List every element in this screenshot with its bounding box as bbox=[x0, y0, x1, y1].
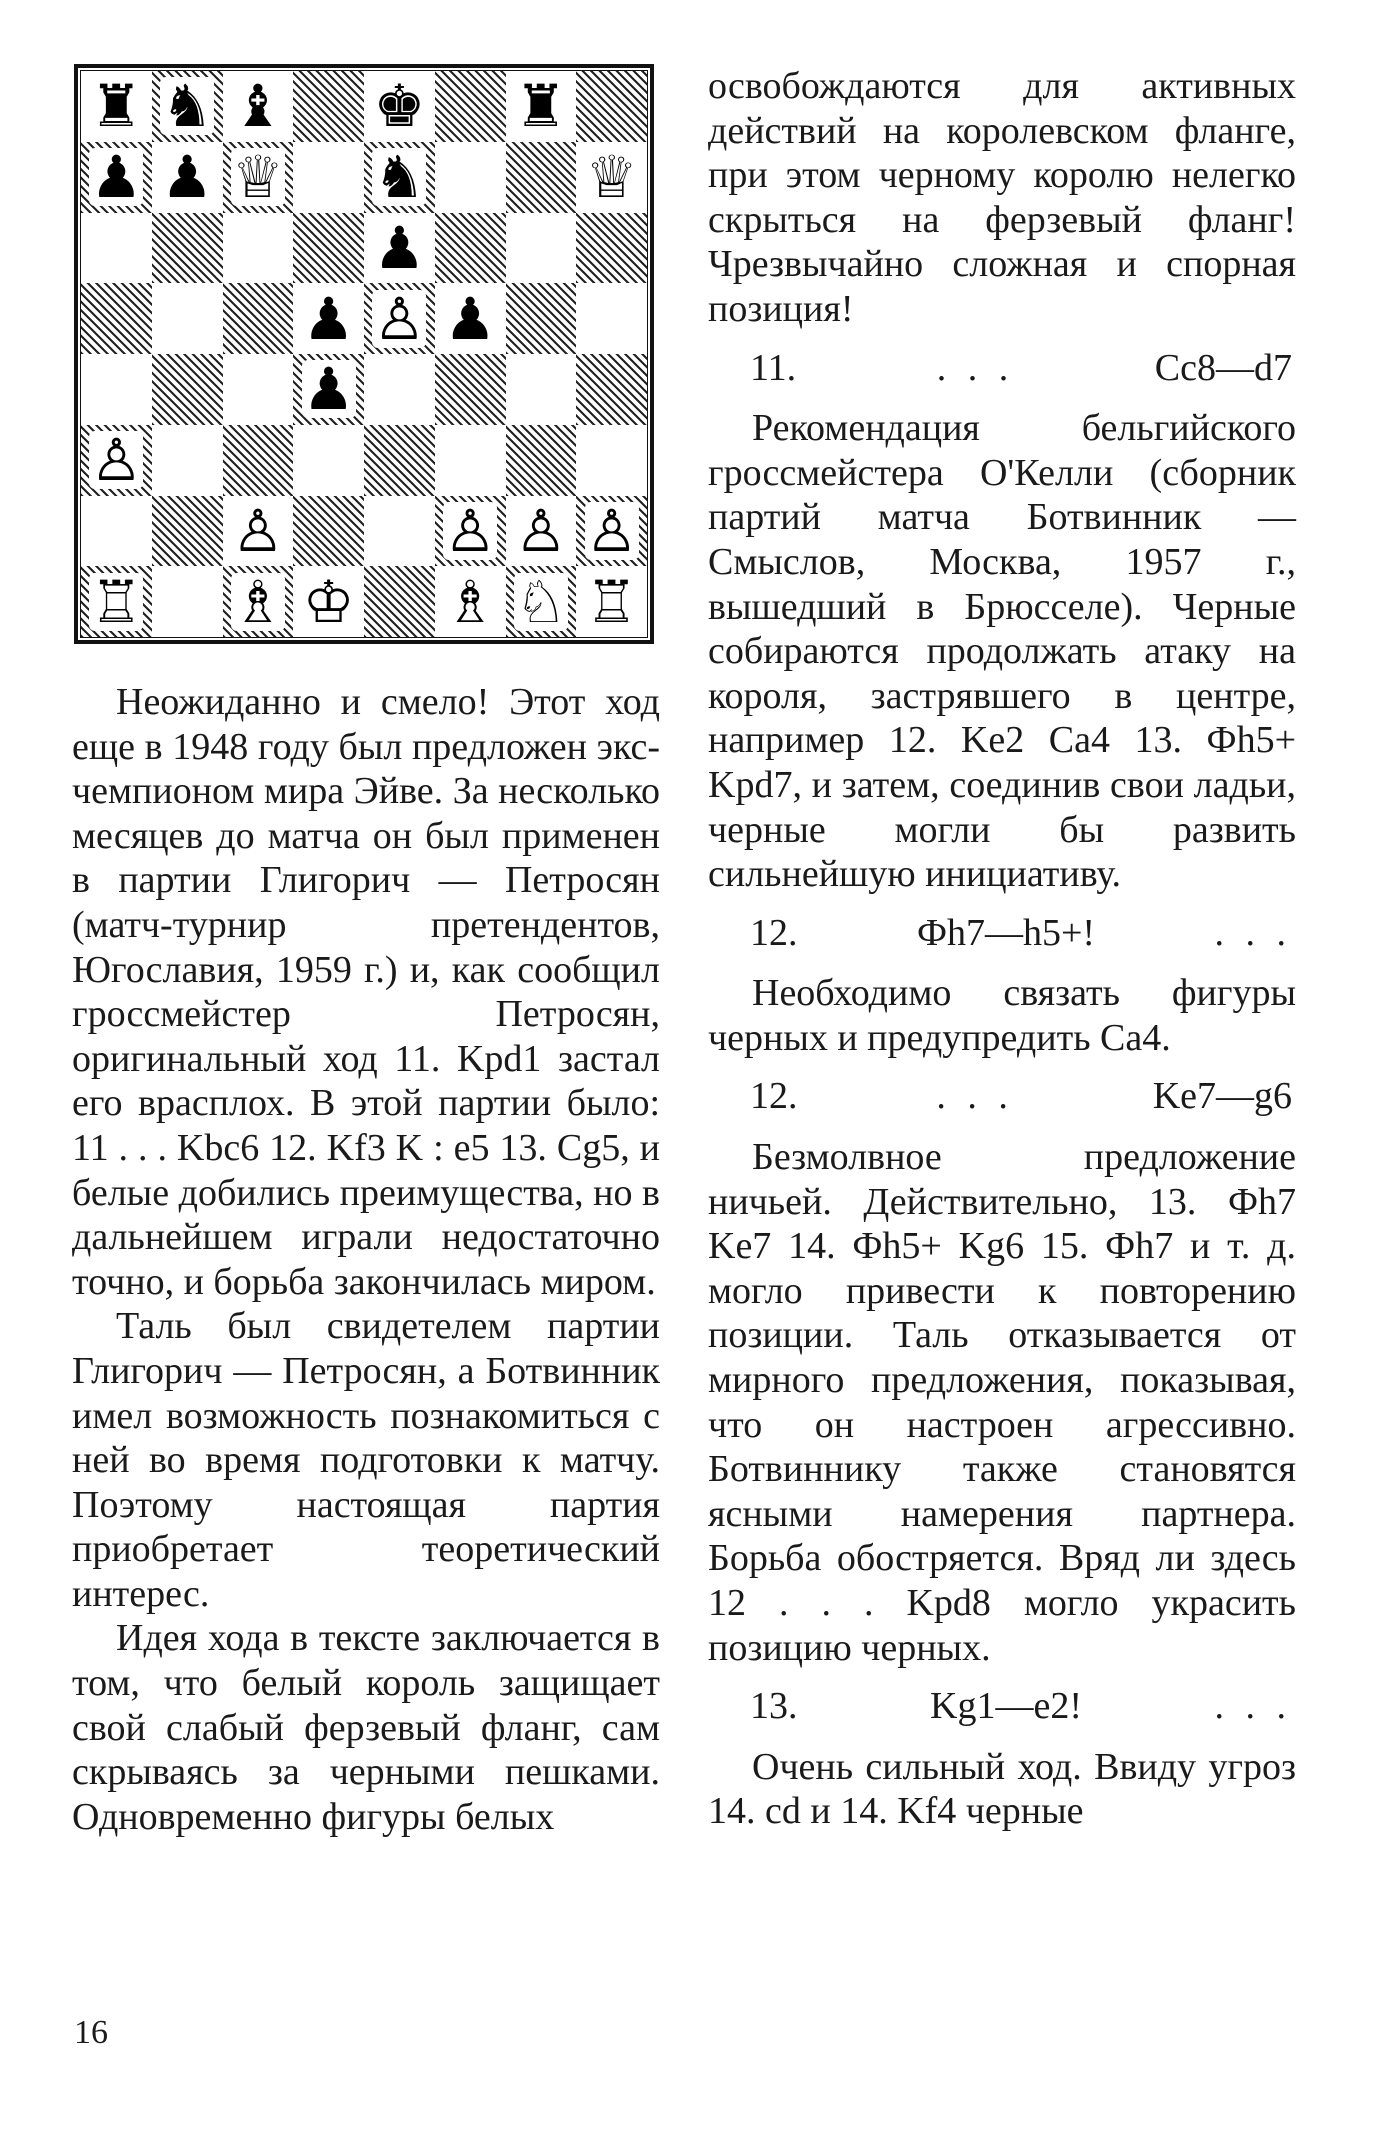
move-line bbox=[708, 1074, 1296, 1119]
board-square bbox=[506, 496, 577, 567]
white-move: Фh7—h5+! bbox=[916, 911, 1096, 954]
board-square bbox=[364, 213, 435, 284]
board-square bbox=[223, 496, 294, 567]
white-queen-icon: ♕ bbox=[585, 143, 638, 212]
white-bishop-icon: ♗ bbox=[231, 567, 284, 636]
board-square bbox=[576, 283, 647, 354]
board-square bbox=[364, 566, 435, 637]
board-square bbox=[81, 213, 152, 284]
black-knight-icon: ♞ bbox=[161, 72, 214, 141]
board-square bbox=[223, 425, 294, 496]
board-square bbox=[435, 213, 506, 284]
board-square bbox=[506, 283, 577, 354]
white-move: Kg1—e2! bbox=[930, 1685, 1082, 1728]
paragraph: Безмолвное предложение ничьей. Действительно, 13. Фh7 Ke7 14. Фh5+ Kg6 15. Фh7 и т. д. могло привести к повторению позиции. Таль отказывается от мирного предложения, показывая, что он настроен агрессивно. Ботвиннику также становятся ясными намерения партнера. Борьба обостряется. Вряд ли здесь 12 . . . Kpd8 могло украсить позицию черных. bbox=[708, 1136, 1296, 1669]
board-square bbox=[223, 283, 294, 354]
board-square bbox=[152, 566, 223, 637]
board-square bbox=[293, 425, 364, 496]
board-square bbox=[364, 496, 435, 567]
board-square bbox=[81, 71, 152, 142]
board-square bbox=[152, 142, 223, 213]
black-move: . . . bbox=[1214, 1685, 1292, 1728]
move-number: 11. bbox=[750, 346, 797, 389]
paragraph: Идея хода в тексте заключается в том, что белый король защищает свой слабый ферзевый фланг, сам скрываясь за черными пешками. Одновременно фигуры белых bbox=[72, 1617, 660, 1838]
board-square bbox=[435, 566, 506, 637]
board-square bbox=[435, 354, 506, 425]
board-square bbox=[81, 566, 152, 637]
board-square bbox=[152, 71, 223, 142]
black-move: Ke7—g6 bbox=[1152, 1075, 1292, 1118]
board-square bbox=[576, 425, 647, 496]
page-number: 16 bbox=[74, 2014, 108, 2051]
board-square bbox=[576, 213, 647, 284]
white-knight-icon: ♘ bbox=[514, 567, 567, 636]
board-square bbox=[223, 213, 294, 284]
board-square bbox=[81, 425, 152, 496]
black-move: . . . bbox=[1214, 911, 1292, 954]
white-pawn-icon: ♙ bbox=[90, 426, 143, 495]
board-square bbox=[506, 213, 577, 284]
black-pawn-icon: ♟ bbox=[302, 355, 355, 424]
move-number: 12. bbox=[750, 1075, 798, 1118]
board-square bbox=[506, 71, 577, 142]
black-king-icon: ♚ bbox=[373, 72, 426, 141]
board-square bbox=[364, 142, 435, 213]
white-queen-icon: ♕ bbox=[231, 143, 284, 212]
board-square bbox=[293, 142, 364, 213]
board-square bbox=[435, 496, 506, 567]
white-pawn-icon: ♙ bbox=[585, 496, 638, 565]
black-move: Cc8—d7 bbox=[1154, 346, 1292, 389]
black-pawn-icon: ♟ bbox=[373, 213, 426, 282]
black-pawn-icon: ♟ bbox=[161, 143, 214, 212]
board-square bbox=[506, 142, 577, 213]
board-square bbox=[293, 566, 364, 637]
board-square bbox=[293, 496, 364, 567]
move-line bbox=[708, 1684, 1296, 1729]
black-rook-icon: ♜ bbox=[90, 72, 143, 141]
board-square bbox=[293, 71, 364, 142]
white-rook-icon: ♖ bbox=[90, 567, 143, 636]
move-line bbox=[708, 911, 1296, 956]
board-square bbox=[576, 71, 647, 142]
paragraph: Неожиданно и смело! Этот ход еще в 1948 году был предложен экс-чемпионом мира Эйве. За несколько месяцев до матча он был применен в партии Глигорич — Петросян (матч-турнир претендентов, Югославия, 1959 г.) и, как сообщил гроссмейстер Петросян, оригинальный ход 11. Kpd1 застал его врасплох. В этой партии было: 11 . . . Kbc6 12. Kf3 K : e5 13. Cg5, и белые добились преимущества, но в дальнейшем играли недостаточно точно, и борьба закончилась миром. bbox=[72, 681, 660, 1303]
board-square bbox=[152, 496, 223, 567]
board-square bbox=[81, 283, 152, 354]
black-pawn-icon: ♟ bbox=[90, 143, 143, 212]
white-pawn-icon: ♙ bbox=[373, 284, 426, 353]
board-square bbox=[364, 425, 435, 496]
board-square bbox=[152, 283, 223, 354]
board-square bbox=[152, 354, 223, 425]
board-square bbox=[435, 71, 506, 142]
board-square bbox=[576, 142, 647, 213]
black-rook-icon: ♜ bbox=[514, 72, 567, 141]
board-square bbox=[293, 354, 364, 425]
board-square bbox=[506, 425, 577, 496]
board-square bbox=[152, 213, 223, 284]
board-square bbox=[506, 566, 577, 637]
move-number: 12. bbox=[750, 911, 798, 954]
board-square bbox=[81, 354, 152, 425]
white-bishop-icon: ♗ bbox=[444, 567, 497, 636]
move-line bbox=[708, 346, 1296, 391]
white-pawn-icon: ♙ bbox=[444, 496, 497, 565]
white-move: . . . bbox=[936, 346, 1015, 389]
black-pawn-icon: ♟ bbox=[302, 284, 355, 353]
board-square bbox=[506, 354, 577, 425]
board-square bbox=[81, 496, 152, 567]
white-move: . . . bbox=[936, 1075, 1014, 1118]
board-square bbox=[435, 425, 506, 496]
board-square bbox=[293, 213, 364, 284]
board-square bbox=[293, 283, 364, 354]
board-square bbox=[364, 71, 435, 142]
chess-board bbox=[80, 70, 648, 638]
board-square bbox=[435, 283, 506, 354]
board-square bbox=[435, 142, 506, 213]
board-square bbox=[223, 71, 294, 142]
paragraph: освобождаются для активных действий на королевском фланге, при этом черному королю нелегко скрыться на ферзевый фланг! Чрезвычайно сложная и спорная позиция! bbox=[708, 65, 1296, 330]
white-rook-icon: ♖ bbox=[585, 567, 638, 636]
board-square bbox=[576, 496, 647, 567]
black-knight-icon: ♞ bbox=[373, 143, 426, 212]
paragraph: Необходимо связать фигуры черных и предупредить Ca4. bbox=[708, 972, 1296, 1059]
right-column bbox=[708, 64, 1296, 1834]
board-square bbox=[223, 566, 294, 637]
board-square bbox=[576, 566, 647, 637]
black-pawn-icon: ♟ bbox=[444, 284, 497, 353]
board-square bbox=[364, 354, 435, 425]
move-number: 13. bbox=[750, 1685, 798, 1728]
board-square bbox=[223, 142, 294, 213]
white-pawn-icon: ♙ bbox=[231, 496, 284, 565]
paragraph: Рекомендация бельгийского гроссмейстера О'Келли (сборник партий матча Ботвинник — Смыслов, Москва, 1957 г., вышедший в Брюсселе). Черные собираются продолжать атаку на короля, застрявшего в центре, например 12. Ke2 Ca4 13. Фh5+ Kpd7, и затем, соединив свои ладьи, черные могли бы развить сильнейшую инициативу. bbox=[708, 407, 1296, 896]
white-pawn-icon: ♙ bbox=[514, 496, 567, 565]
board-square bbox=[81, 142, 152, 213]
white-king-icon: ♔ bbox=[302, 567, 355, 636]
board-square bbox=[223, 354, 294, 425]
paragraph: Очень сильный ход. Ввиду угроз 14. cd и 14. Kf4 черные bbox=[708, 1745, 1296, 1833]
board-square bbox=[152, 425, 223, 496]
paragraph: Таль был свидетелем партии Глигорич — Петросян, а Ботвинник имел возможность познакомиться с ней во время подготовки к матчу. Поэтому настоящая партия приобретает теоретический интерес. bbox=[72, 1305, 660, 1615]
black-bishop-icon: ♝ bbox=[231, 72, 284, 141]
board-square bbox=[364, 283, 435, 354]
chess-diagram bbox=[74, 64, 654, 644]
board-square bbox=[576, 354, 647, 425]
left-column bbox=[72, 680, 660, 1839]
